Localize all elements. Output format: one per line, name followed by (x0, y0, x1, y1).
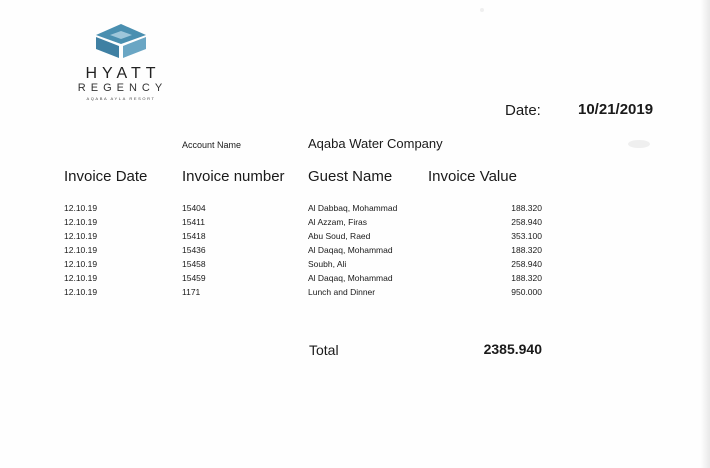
cell-guest-name: Soubh, Ali (308, 259, 347, 269)
cell-invoice-number: 15411 (182, 217, 206, 227)
hyatt-logo (66, 22, 176, 103)
cell-invoice-date: 12.10.19 (64, 231, 98, 241)
cell-invoice-number: 15436 (182, 245, 206, 255)
cell-invoice-value: 950.000 (511, 287, 542, 297)
scan-smudge (480, 8, 484, 12)
cell-guest-name: Al Dabbaq, Mohammad (308, 203, 398, 213)
cell-invoice-number: 15418 (182, 231, 206, 241)
hyatt-emblem-icon (92, 22, 150, 60)
cell-guest-name: Abu Soud, Raed (308, 231, 371, 241)
table-row (0, 257, 710, 271)
cell-invoice-value: 188.320 (511, 203, 542, 213)
date-value: 10/21/2019 (578, 101, 654, 118)
cell-invoice-number: 1171 (182, 287, 201, 297)
table-row (0, 285, 710, 299)
header-invoice-date: Invoice Date (64, 168, 148, 185)
header-invoice-value: Invoice Value (428, 168, 517, 185)
total-label: Total (309, 342, 339, 358)
cell-invoice-value: 258.940 (511, 217, 542, 227)
logo-line-regency: REGENCY (77, 82, 168, 94)
logo-line-resort: AQABA AYLA RESORT (86, 96, 156, 101)
cell-invoice-value: 353.100 (511, 231, 542, 241)
header-guest-name: Guest Name (308, 168, 393, 185)
cell-guest-name: Al Daqaq, Mohammad (308, 273, 393, 283)
total-value: 2385.940 (483, 341, 542, 357)
cell-invoice-date: 12.10.19 (64, 273, 98, 283)
cell-guest-name: Al Daqaq, Mohammad (308, 245, 393, 255)
scan-smudge (628, 140, 650, 148)
cell-invoice-number: 15404 (182, 203, 206, 213)
header-invoice-number: Invoice number (182, 168, 285, 185)
account-name-label: Account Name (182, 140, 242, 150)
cell-invoice-date: 12.10.19 (64, 217, 98, 227)
date-label: Date: (505, 102, 541, 119)
account-name-value: Aqaba Water Company (308, 136, 443, 151)
table-row (0, 229, 710, 243)
cell-invoice-date: 12.10.19 (64, 287, 98, 297)
cell-invoice-value: 258.940 (511, 259, 542, 269)
table-row (0, 271, 710, 285)
table-row (0, 243, 710, 257)
cell-guest-name: Al Azzam, Firas (308, 217, 368, 227)
cell-guest-name: Lunch and Dinner (308, 287, 376, 297)
table-row (0, 215, 710, 229)
table-row (0, 201, 710, 215)
cell-invoice-number: 15458 (182, 259, 206, 269)
cell-invoice-value: 188.320 (511, 273, 542, 283)
cell-invoice-date: 12.10.19 (64, 203, 98, 213)
cell-invoice-number: 15459 (182, 273, 206, 283)
cell-invoice-date: 12.10.19 (64, 259, 98, 269)
logo-line-hyatt: HYATT (85, 65, 161, 82)
cell-invoice-value: 188.320 (511, 245, 542, 255)
cell-invoice-date: 12.10.19 (64, 245, 98, 255)
